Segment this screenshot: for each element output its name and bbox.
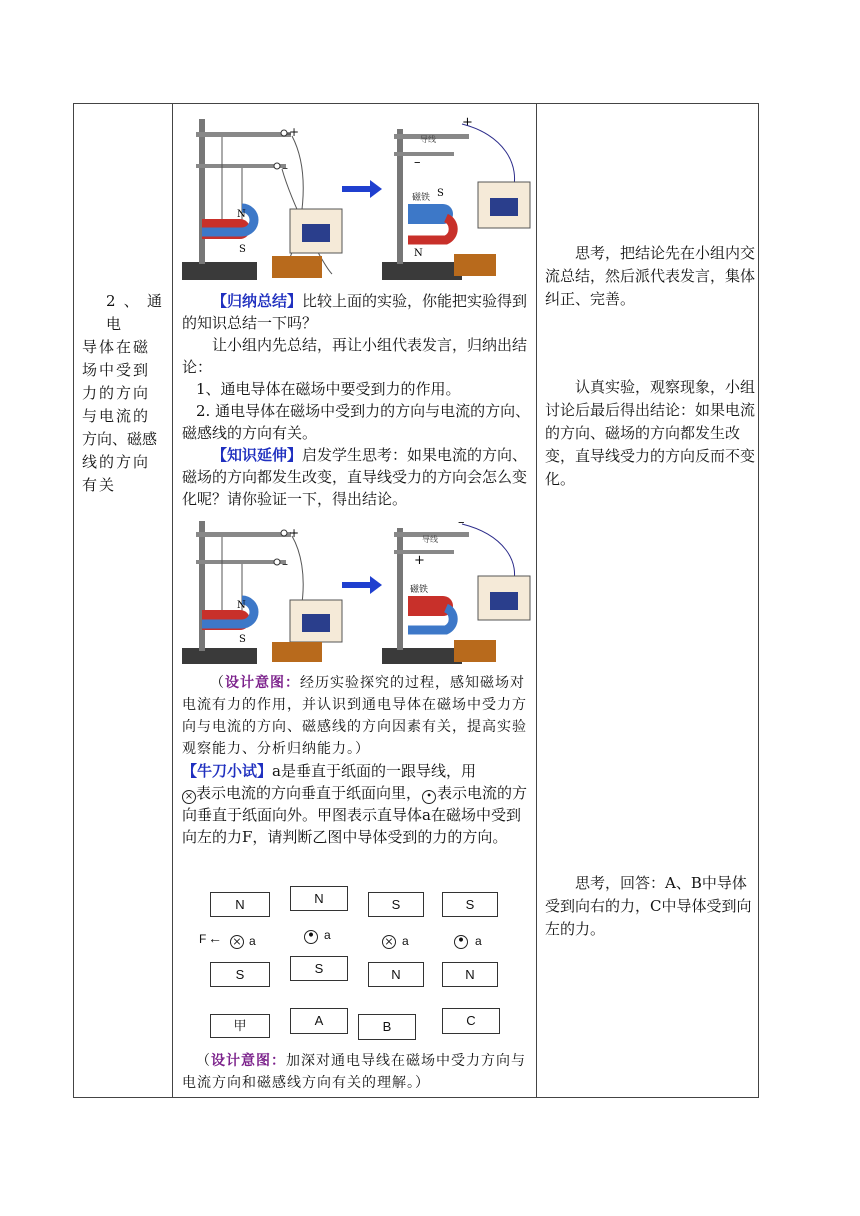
- topic-line: 方向、磁感: [82, 430, 158, 448]
- stand-base: [182, 262, 257, 280]
- diagram-label: B: [358, 1014, 416, 1040]
- lesson-table: [73, 103, 759, 1098]
- svg-text:+: +: [289, 526, 300, 540]
- svg-text:–: –: [282, 161, 288, 175]
- design-note-1: （设计意图：经历实验探究的过程，感知磁场对电流有力的作用，并认识到通电导体在磁场中受力方向与电流的方向、磁感线的方向因素有关，提高实验观察能力、分析归纳能力。）: [182, 675, 527, 757]
- stand-arm: [196, 132, 291, 137]
- trial-block: 【牛刀小试】a是垂直于纸面的一跟导线，用 × 表示电流的方向垂直于纸面向里， • 表示电流的方向垂直于纸面向外。甲图表示直导体a在磁场中受到向左的力F，请判断乙图中导体受到的力的方向。: [182, 762, 528, 846]
- diagram-label: C: [442, 1008, 500, 1034]
- force-label: F: [199, 932, 207, 946]
- topic-line: 线的方向: [82, 453, 151, 471]
- diagram-label: 甲: [210, 1014, 270, 1038]
- conductor-label: a: [249, 934, 256, 948]
- svg-text:–: –: [282, 557, 288, 571]
- student-activity-3: 思考，回答：A、B中导体受到向右的力，C中导体受到向左的力。: [545, 874, 752, 938]
- current-out-icon: •: [454, 935, 468, 949]
- conclusion-2: 2. 通电导体在磁场中受到力的方向与电流的方向、磁感线的方向有关。: [182, 402, 531, 442]
- student-activity-1: 思考，把结论先在小组内交流总结，然后派代表发言，集体纠正、完善。: [545, 244, 756, 308]
- extension-paragraph: 【知识延伸】启发学生思考：如果电流的方向、磁场的方向都发生改变，直导线受力的方向会怎么变化呢？请你验证一下，得出结论。: [182, 446, 528, 508]
- current-out-icon: •: [422, 790, 436, 804]
- current-out-icon: •: [304, 930, 318, 944]
- svg-text:+: +: [462, 115, 473, 130]
- magnet-pole-bottom: S: [210, 962, 270, 987]
- diagram-label: A: [290, 1008, 348, 1034]
- force-diagrams: N S F ← × a 甲 N S • a A S N × a B S N • a C: [192, 884, 532, 1044]
- design-note-2: （设计意图：加深对通电导线在磁场中受力方向与电流方向和磁感线方向有关的理解。）: [182, 1053, 526, 1091]
- magnet-pole-top: S: [368, 892, 424, 917]
- design-tag: 设计意图：: [225, 675, 300, 691]
- topic-line: 力的方向: [82, 384, 151, 402]
- svg-text:–: –: [458, 516, 465, 530]
- column-divider: [172, 104, 173, 1097]
- current-in-icon: ×: [230, 935, 244, 949]
- svg-text:磁铁: 磁铁: [410, 585, 429, 595]
- svg-text:–: –: [414, 155, 421, 170]
- topic-cell: [82, 290, 164, 497]
- plus-label: +: [289, 125, 300, 139]
- summary-line2: 让小组内先总结，再让小组代表发言，归纳出结论：: [182, 336, 528, 376]
- svg-text:S: S: [437, 188, 444, 199]
- transition-arrow: [342, 186, 370, 192]
- trial-tag: 【牛刀小试】: [182, 762, 273, 780]
- magnet-pole-top: S: [442, 892, 498, 917]
- topic-line: 场中受到: [82, 361, 151, 379]
- magnet-pole-top: N: [290, 886, 348, 911]
- current-in-icon: ×: [182, 790, 196, 804]
- current-in-icon: ×: [382, 935, 396, 949]
- svg-text:S: S: [239, 244, 246, 255]
- svg-text:S: S: [239, 634, 246, 645]
- topic-line: 有关: [82, 476, 117, 494]
- topic-line: 导体在磁: [82, 338, 151, 356]
- design-tag: 设计意图：: [211, 1053, 286, 1069]
- svg-text:导线: 导线: [422, 535, 438, 544]
- summary-tag: 【归纳总结】: [212, 292, 303, 310]
- summary-block: [182, 290, 534, 510]
- svg-text:N: N: [237, 209, 246, 220]
- stand-rod: [199, 119, 205, 264]
- topic-line: 2、通电: [106, 292, 164, 333]
- magnet-pole-bottom: N: [368, 962, 424, 987]
- magnet-pole-bottom: N: [442, 962, 498, 987]
- svg-text:磁铁: 磁铁: [412, 193, 431, 203]
- magnet-pole-bottom: S: [290, 956, 348, 981]
- svg-text:N: N: [414, 248, 423, 259]
- svg-text:导线: 导线: [420, 135, 436, 144]
- conclusion-1: 1、通电导体在磁场中要受到力的作用。: [196, 380, 461, 398]
- switch: [272, 256, 322, 278]
- magnet-pole-top: N: [210, 892, 270, 917]
- force-arrow-icon: ←: [208, 930, 222, 946]
- experiment-figure-2: [182, 516, 534, 666]
- experiment-figure-1: [182, 114, 534, 284]
- svg-text:+: +: [414, 553, 425, 568]
- column-divider: [536, 104, 537, 1097]
- topic-line: 与电流的: [82, 407, 151, 425]
- extension-tag: 【知识延伸】: [212, 446, 303, 464]
- stand-arm: [196, 164, 286, 168]
- summary-paragraph: 【归纳总结】比较上面的实验，你能把实验得到的知识总结一下吗？: [182, 292, 528, 332]
- svg-text:N: N: [237, 600, 246, 611]
- student-activity-2: 认真实验，观察现象，小组讨论后最后得出结论：如果电流的方向、磁场的方向都发生改变，直导线受力的方向反而不变化。: [545, 378, 756, 488]
